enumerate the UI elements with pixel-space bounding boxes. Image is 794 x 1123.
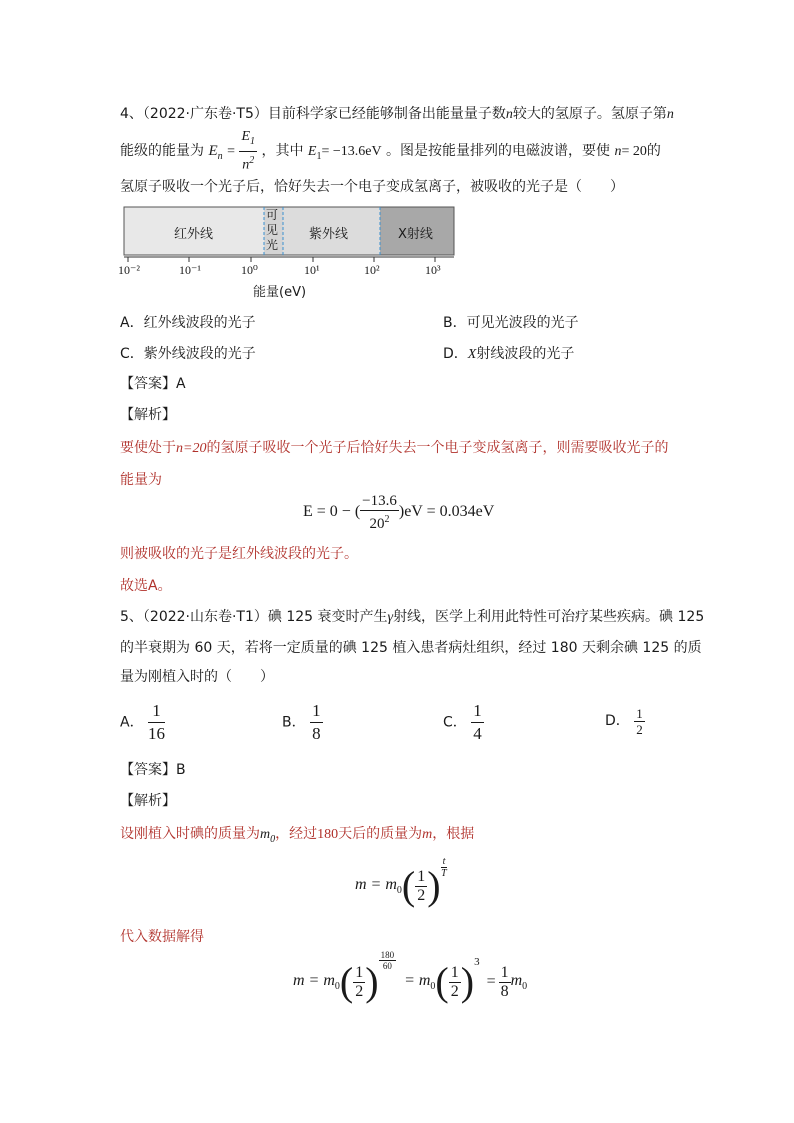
eq-den-sup: 2 xyxy=(384,513,390,525)
option-label: B． xyxy=(282,714,306,731)
q4-stem-line2 xyxy=(120,128,661,173)
tick-label: 10⁻² xyxy=(118,263,140,277)
band-label-visible-2: 见 xyxy=(266,223,279,237)
paren-right: ) xyxy=(365,959,379,1004)
frac-den: 8 xyxy=(312,724,321,743)
eq-den xyxy=(360,511,399,533)
tick-label: 10¹ xyxy=(304,263,320,277)
option-label: D． xyxy=(443,346,468,362)
sol-text-c: 天后的质量为 xyxy=(338,826,423,842)
formula-E1 xyxy=(307,144,382,163)
sub-1: 1 xyxy=(316,151,322,163)
eq2-mid xyxy=(404,971,436,993)
eq2-exponent xyxy=(379,950,397,971)
band-label-visible-3: 光 xyxy=(266,238,279,252)
option-fraction xyxy=(148,700,165,745)
option-label: C． xyxy=(443,714,467,731)
var-m: m xyxy=(422,827,433,842)
var-n: n xyxy=(666,107,674,122)
q5-stem-line2: 的半衰期为 60 天，若将一定质量的碘 125 植入患者病灶组织，经过 180 天剩余碘 125 的质 xyxy=(120,640,702,656)
q4-solution-line2: 能量为 xyxy=(120,472,162,488)
sol-text-b: ，经过 xyxy=(275,826,318,842)
exp-num: 180 xyxy=(380,950,395,960)
exp-den: T xyxy=(441,868,447,879)
q4-option-b[interactable]: B．可见光波段的光子 xyxy=(443,315,579,331)
q4-line1-text-b: 较大的氢原子。氢原子第 xyxy=(512,106,667,122)
var-m: m xyxy=(510,971,523,989)
eq1-left-text: m = m xyxy=(355,875,397,893)
q4-line2-text-d: 的 xyxy=(646,143,661,160)
var-n: n xyxy=(614,144,622,160)
sub-0: 0 xyxy=(430,981,436,993)
eq2-mid-text: = m xyxy=(404,971,431,989)
eq1-fraction xyxy=(415,868,427,905)
band-label-ultraviolet: 紫外线 xyxy=(309,227,349,242)
formula-fraction xyxy=(239,128,257,174)
eq2-fraction-2 xyxy=(449,964,461,1001)
sub-0: 0 xyxy=(522,981,528,993)
frac-num: 1 xyxy=(500,963,509,981)
tick-label: 10² xyxy=(364,263,380,277)
sol-text-b: 的氢原子吸收一个光子后恰好失去一个电子变成氢离子，则需要吸收光子的 xyxy=(206,440,669,456)
eq2-fraction-3 xyxy=(499,964,511,1001)
paren-right: ) xyxy=(427,863,441,908)
exp-den: 60 xyxy=(382,961,392,971)
eq-fraction xyxy=(360,492,399,533)
paren-left: ( xyxy=(401,863,416,908)
sol-n20: n=20 xyxy=(176,441,207,456)
frac-den: 2 xyxy=(355,982,364,1000)
q4-stem-line1 xyxy=(120,103,674,123)
option-label: D． xyxy=(605,713,630,729)
var-m0 xyxy=(260,827,276,845)
var-E: E xyxy=(208,143,218,160)
eq2-left xyxy=(293,971,340,993)
paren-left: ( xyxy=(435,959,449,1004)
q4-equation xyxy=(303,490,494,534)
paren-left: ( xyxy=(339,959,354,1004)
var-n: n xyxy=(505,107,513,122)
eq1-exponent xyxy=(441,856,448,879)
frac-num: 1 xyxy=(636,705,643,721)
q5-answer: 【答案】B xyxy=(120,762,186,778)
band-label-xray: X射线 xyxy=(398,227,433,242)
frac-den: 4 xyxy=(473,724,482,743)
sub-0: 0 xyxy=(396,885,402,897)
q4-stem-line3: 氢原子吸收一个光子后，恰好失去一个电子变成氢离子，被吸收的光子是（ ） xyxy=(120,179,624,195)
q5-option-d[interactable] xyxy=(605,703,645,739)
q4-option-c[interactable]: C．紫外线波段的光子 xyxy=(120,346,256,362)
eq-num: −13.6 xyxy=(362,492,397,509)
eq-left: E = 0 − ( xyxy=(303,503,361,520)
q5-line1-text-b: 射线，医学上利用此特性可治疗某些疾病。碘 125 xyxy=(393,609,705,625)
q4-solution-line3: 则被吸收的光子是红外线波段的光子。 xyxy=(120,546,358,562)
frac-den: 2 xyxy=(636,721,643,737)
q5-line1-text: 5、（2022·山东卷·T1）碘 125 衰变时产生 xyxy=(120,609,388,625)
equals-sign: = xyxy=(227,144,235,160)
eq2-left-text: m = m xyxy=(293,971,335,989)
sol-180: 180 xyxy=(317,827,339,842)
option-text: 射线波段的光子 xyxy=(476,346,575,362)
formula-n20 xyxy=(615,144,647,159)
q4-line1-text: 4、（2022·广东卷·T5）目前科学家已经能够制备出能量量子数 xyxy=(120,106,506,122)
q4-line2-text-b: ，其中 xyxy=(261,143,304,160)
paren-right: ) xyxy=(460,959,475,1004)
var-n: n xyxy=(242,157,250,173)
q5-stem-line3: 量为刚植入时的（ ） xyxy=(120,669,274,685)
tick-label: 10³ xyxy=(425,263,441,277)
option-fraction xyxy=(634,706,645,737)
formula-En xyxy=(208,143,223,163)
equals-sign: = xyxy=(486,973,496,990)
var-X: X xyxy=(467,347,477,362)
var-m: m xyxy=(260,827,271,842)
exp-num: t xyxy=(442,856,446,867)
sol-text: 要使处于 xyxy=(120,440,176,456)
q5-analysis-title: 【解析】 xyxy=(120,793,176,809)
tick-label: 10⁰ xyxy=(241,263,258,277)
q4-solution-line1 xyxy=(120,437,668,457)
n-value: = 20 xyxy=(621,144,647,160)
q5-solution-line1 xyxy=(120,823,474,845)
tick-label: 10⁻¹ xyxy=(179,263,201,277)
var-gamma: γ xyxy=(387,610,394,625)
frac-den: 2 xyxy=(417,886,426,904)
frac-num xyxy=(239,128,257,152)
frac-num: 1 xyxy=(450,963,459,981)
q5-option-c[interactable] xyxy=(443,700,484,742)
q4-option-d[interactable] xyxy=(443,343,574,363)
eq-right: )eV = 0.034eV xyxy=(398,503,495,520)
frac-num: 1 xyxy=(471,700,484,723)
sub-n: n xyxy=(217,151,223,163)
eq-den-base: 20 xyxy=(369,515,385,532)
E1-value: = −13.6eV xyxy=(321,144,382,160)
sol-text-d: ，根据 xyxy=(432,826,475,842)
q4-option-a[interactable]: A．红外线波段的光子 xyxy=(120,315,256,331)
frac-num: 1 xyxy=(417,867,426,885)
frac-den: 8 xyxy=(500,982,509,1000)
exp-3: 3 xyxy=(474,956,480,968)
frac-num: 1 xyxy=(148,700,165,723)
sub-0: 0 xyxy=(334,981,340,993)
axis-label: 能量(eV) xyxy=(253,285,307,300)
q5-equation-1 xyxy=(355,856,447,920)
band-label-infrared: 红外线 xyxy=(174,227,214,242)
eq2-end xyxy=(510,971,528,993)
eq2-fraction xyxy=(353,964,365,1001)
option-fraction xyxy=(471,700,484,745)
q5-option-b[interactable] xyxy=(282,700,323,742)
sol-text: 设刚植入时碘的质量为 xyxy=(120,826,260,842)
band-label-visible-1: 可 xyxy=(266,208,279,222)
frac-den xyxy=(239,152,257,175)
frac-num: 1 xyxy=(310,700,323,723)
frac-den: 2 xyxy=(450,982,459,1000)
q5-solution-line2: 代入数据解得 xyxy=(120,929,204,945)
option-fraction xyxy=(310,700,323,745)
q4-line2-text-c: 。图是按能量排列的电磁波谱，要使 xyxy=(386,143,611,160)
q4-answer: 【答案】A xyxy=(120,376,186,392)
sup-2: 2 xyxy=(249,154,255,166)
eq1-left xyxy=(355,875,402,897)
var-E: E xyxy=(307,144,317,160)
frac-den: 16 xyxy=(148,724,166,743)
var-E1: E xyxy=(241,129,250,144)
sub-1: 1 xyxy=(250,135,255,147)
frac-num: 1 xyxy=(355,963,364,981)
q5-equation-2 xyxy=(293,950,528,1016)
option-label: A． xyxy=(120,714,144,731)
sub-0: 0 xyxy=(270,833,276,845)
q5-option-a[interactable] xyxy=(120,700,165,742)
spectrum-diagram xyxy=(118,205,458,300)
q4-line2-text: 能级的能量为 xyxy=(120,143,204,160)
q4-solution-line4: 故选A。 xyxy=(120,578,172,594)
q4-analysis-title: 【解析】 xyxy=(120,407,176,423)
q5-stem-line1 xyxy=(120,606,704,626)
